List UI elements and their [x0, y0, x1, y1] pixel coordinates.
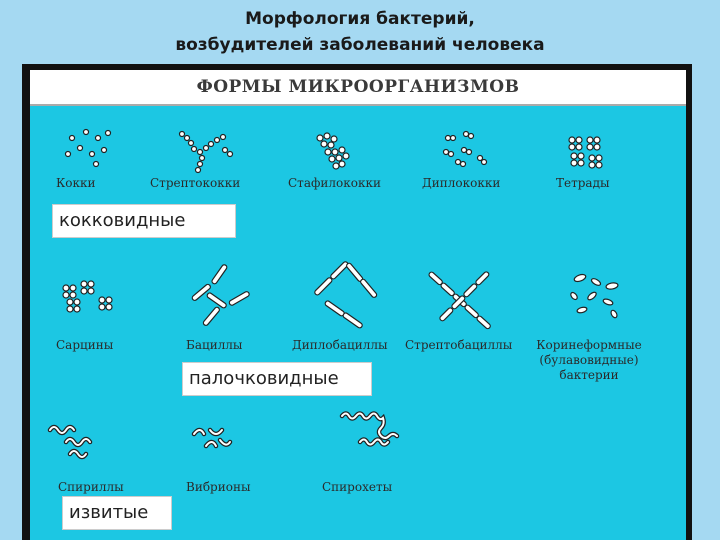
- caption-staphylococci: Стафилококки: [288, 176, 381, 190]
- bacteria-illustrations: [30, 70, 686, 540]
- caption-vibrios: Вибрионы: [186, 480, 251, 494]
- slide-title-line-2: возбудителей заболеваний человека: [175, 35, 545, 55]
- slide-title: [0, 6, 720, 58]
- microorganism-forms-panel: [30, 70, 686, 540]
- coryneform-icon: [570, 273, 619, 319]
- staphylococci-icon: [317, 133, 349, 169]
- caption-diplobacilli: Диплобациллы: [292, 338, 388, 352]
- group-label-spiral: извитые: [62, 496, 172, 530]
- caption-coryneform-line-2: (булавовидные): [539, 353, 639, 367]
- caption-spirilla: Спириллы: [58, 480, 124, 494]
- caption-diplococci: Диплококки: [422, 176, 501, 190]
- panel-header: ФОРМЫ МИКРООРГАНИЗМОВ: [30, 70, 686, 104]
- cocci-icon: [66, 130, 111, 167]
- slide-title-line-1: Морфология бактерий,: [245, 9, 475, 29]
- caption-sarcina: Сарцины: [56, 338, 114, 352]
- caption-coryneform: [530, 338, 648, 383]
- caption-bacilli: Бациллы: [186, 338, 243, 352]
- caption-streptobacilli: Стрептобациллы: [405, 338, 513, 352]
- caption-coryneform-line-3: бактерии: [559, 368, 619, 382]
- caption-spirochetes: Спирохеты: [322, 480, 393, 494]
- sarcina-icon: [63, 281, 112, 312]
- caption-coryneform-line-1: Коринеформные: [536, 338, 642, 352]
- tetrads-icon: [569, 137, 602, 168]
- bacilli-icon: [191, 264, 250, 327]
- diplococci-icon: [444, 132, 487, 167]
- caption-streptococci: Стрептококки: [150, 176, 241, 190]
- caption-tetrads: Тетрады: [556, 176, 610, 190]
- caption-cocci: Кокки: [56, 176, 96, 190]
- diplobacilli-icon: [314, 261, 378, 329]
- streptobacilli-icon: [428, 271, 491, 330]
- streptococci-icon: [180, 132, 233, 173]
- group-label-coccoid: кокковидные: [52, 204, 236, 238]
- group-label-rod: палочковидные: [182, 362, 372, 396]
